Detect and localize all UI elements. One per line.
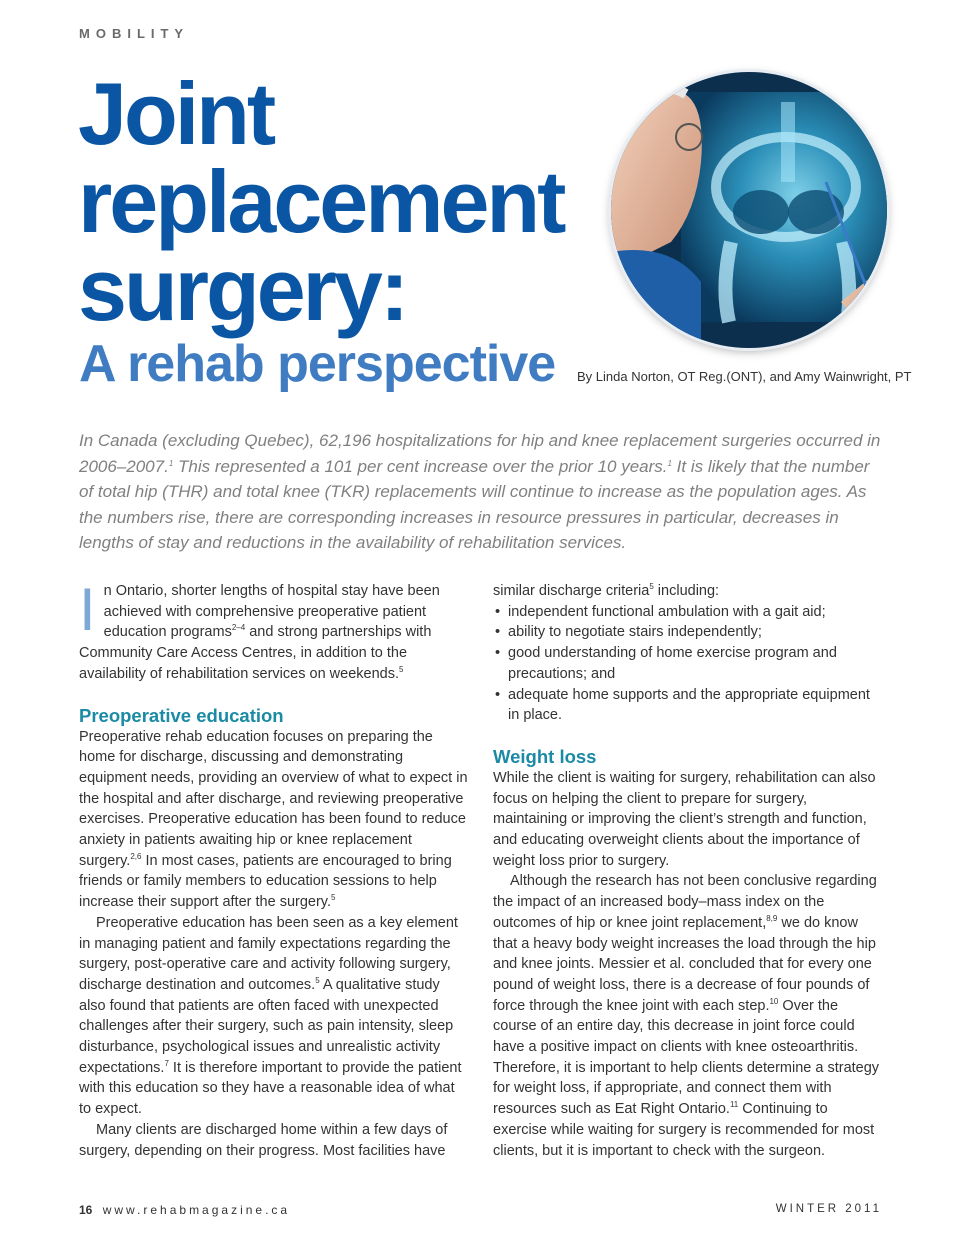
list-item: • good understanding of home exercise program and precautions; and	[493, 643, 883, 684]
section-heading: Weight loss	[493, 745, 597, 767]
article-subtitle: A rehab perspective	[79, 335, 556, 393]
opening-paragraph	[79, 576, 469, 685]
footer-left	[79, 1203, 290, 1217]
footnote-ref: 1	[667, 458, 672, 468]
intro-text-1: In Canada (excluding Quebec), 62,196 hospitalizations for hip and knee replacement surgeries occurred in 2006–2007.	[79, 431, 881, 476]
x-ray-photo	[611, 72, 887, 348]
body-text: similar discharge criteria	[493, 583, 650, 599]
body-text: Over the course of an entire day, this decrease in joint force could have a positive impact on clients with knee osteoarthritis. Therefore, it is important to help clients determine a strategy for weight loss, if appropriate, and connect them with resources such as Eat Right Ontario.	[493, 997, 880, 1118]
title-line-1: Joint	[78, 64, 274, 163]
page-number: 16	[79, 1203, 93, 1217]
body-text: Preoperative rehab education focuses on preparing the home for discharge, discussing and demonstrating equipment needs, providing an overview of what to expect in the hospital and after discharge, and reviewing preoperative exercises. Preoperative education has been found to reduce anxiety in patients awaiting hip or knee replacement surgery.	[79, 728, 468, 869]
column-left	[79, 576, 469, 1161]
column-right	[493, 581, 883, 1161]
byline: By Linda Norton, OT Reg.(ONT), and Amy Wainwright, PT	[577, 369, 912, 384]
footnote-ref: 5	[331, 893, 336, 903]
footnote-ref: 11	[729, 1100, 739, 1110]
body-paragraph	[79, 913, 469, 1120]
article-title	[78, 64, 564, 339]
body-paragraph	[493, 581, 883, 602]
body-text: including:	[653, 583, 720, 599]
issue-label: WINTER 2011	[775, 1203, 882, 1215]
section-heading: Preoperative education	[79, 704, 284, 726]
body-paragraph	[79, 727, 469, 913]
title-line-3: surgery:	[78, 240, 407, 339]
drop-cap: I	[79, 576, 96, 643]
intro-text-2: This represented a 101 per cent increase over the prior 10 years.	[173, 456, 668, 476]
list-item: • independent functional ambulation with a gait aid;	[493, 602, 883, 623]
website-link[interactable]: www.rehabmagazine.ca	[102, 1203, 291, 1217]
footnote-ref: 5	[315, 975, 320, 985]
intro-paragraph	[79, 428, 884, 556]
footnote-ref: 2,6	[130, 851, 142, 861]
body-text: In most cases, patients are encouraged to bring friends or family members to education sessions to help increase their support after the surgery.	[79, 852, 452, 911]
list-item: • adequate home supports and the appropriate equipment in place.	[493, 685, 883, 726]
x-ray-pelvis-illustration	[611, 72, 887, 348]
body-text: we do know that a heavy body weight increases the load through the hip and knee joints. Messier et al. concluded that for every one pound of weight loss, there is a decrease of four pounds of force through the knee joint with each step.	[493, 914, 876, 1014]
body-text: Although the research has not been conclusive regarding the impact of an increased body–mass index on the outcomes of hip or knee joint replacement,	[493, 873, 877, 931]
footnote-ref: 7	[164, 1058, 169, 1068]
criteria-list	[493, 602, 883, 726]
footnote-ref: 2–4	[231, 623, 246, 633]
body-paragraph	[493, 871, 883, 1161]
body-text: It is therefore important to provide the patient with this education so they have a reasonable idea of what to expect.	[79, 1059, 462, 1118]
body-paragraph: While the client is waiting for surgery, rehabilitation can also focus on helping the client to prepare for surgery, maintaining or improving the client’s strength and function, and educating overweight clients about the importance of weight loss prior to surgery.	[493, 769, 876, 869]
body-text: Preoperative education has been seen as a key element in managing patient and family expectations regarding the surgery, post-operative care and activity following surgery, discharge destination and outcomes.	[79, 914, 458, 993]
footnote-ref: 5	[398, 664, 404, 674]
body-text: and strong partnerships with Community Care Access Centres, in addition to the availability of rehabilitation services on weekends.	[79, 624, 432, 682]
footnote-ref: 10	[769, 996, 779, 1006]
section-label: MOBILITY	[79, 26, 190, 41]
title-line-2: replacement	[78, 152, 564, 251]
footnote-ref: 8,9	[766, 913, 778, 923]
footnote-ref: 5	[649, 582, 654, 591]
intro-text-3: It is likely that the number of total hip (THR) and total knee (TKR) replacements will continue to increase as the population ages. As the numbers rise, there are corresponding increases in resource pressures in particular, decreases in lengths of stay and reductions in the availability of rehabilitation services.	[79, 456, 870, 553]
body-text: A qualitative study also found that patients are often faced with unexpected challenges after their surgery, such as pain intensity, sleep disturbance, psychological issues and unrealistic activity expectations.	[79, 976, 454, 1076]
list-item: • ability to negotiate stairs independently;	[493, 622, 883, 643]
body-text: n Ontario, shorter lengths of hospital stay have been achieved with comprehensive preoperative patient education programs	[103, 583, 440, 641]
footnote-ref: 1	[168, 458, 174, 468]
body-text: Continuing to exercise while waiting for surgery is recommended for most clients, but it is important to check with the surgeon.	[493, 1101, 875, 1159]
body-paragraph: Many clients are discharged home within a few days of surgery, depending on their progress. Most facilities have	[79, 1121, 448, 1159]
